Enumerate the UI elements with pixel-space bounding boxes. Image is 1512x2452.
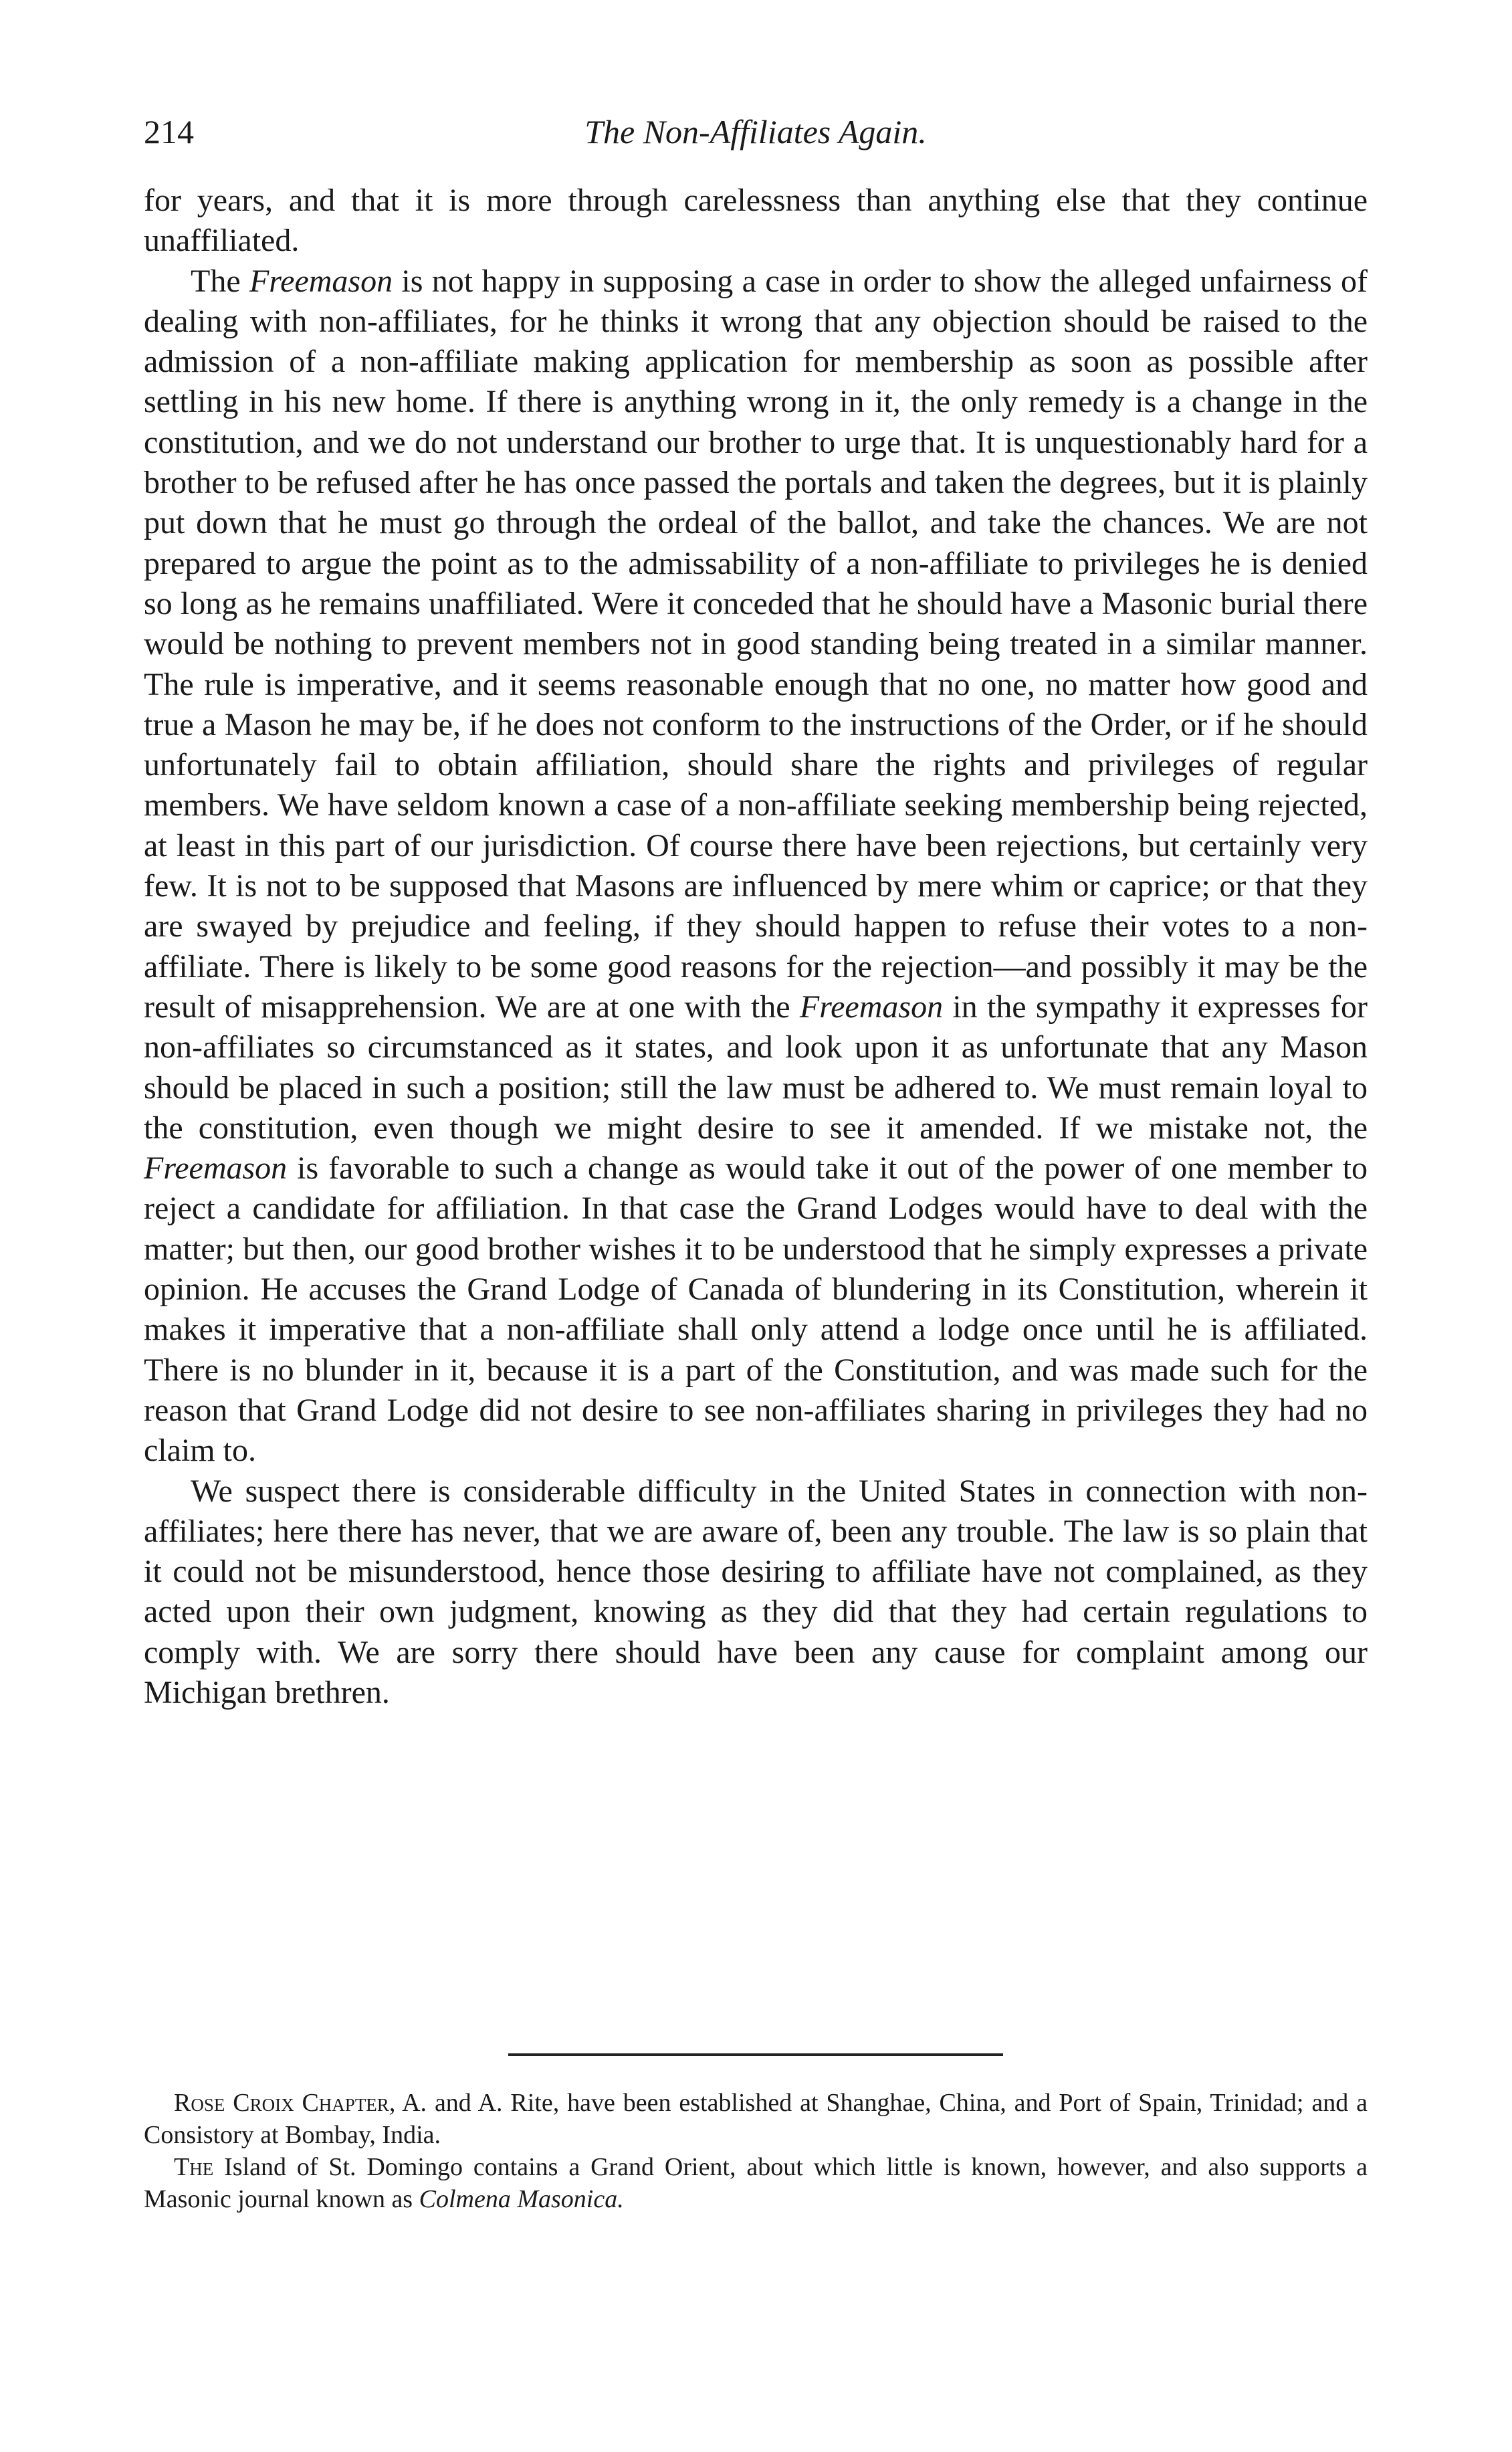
footnote-1-text: A. and A. Rite, have been established at Shanghae, China, and Port of Spain, Trinidad; and a Consistory at Bombay, India. [144,2089,1368,2149]
footnotes [144,2087,1368,2215]
freemason-title-1: Freemason [249,263,393,299]
footnote-2-lead: The [174,2153,214,2181]
page-header [144,112,1368,166]
paragraph-2-text-b: is not happy in supposing a case in order to show the alleged unfairness of dealing with non-affiliates, for he thinks it wrong that any objection should be raised to the admission of a non-affiliate making application for membership as soon as possible after settling in his new home. If there is anything wrong in it, the only remedy is a change in the constitution, and we do not understand our brother to urge that. It is unquestionably hard for a brother to be refused after he has once passed the portals and taken the degrees, but it is plainly put down that he must go through the ordeal of the ballot, and take the chances. We are not prepared to argue the point as to the admissability of a non-affiliate to privileges he is denied so long as he remains unaffiliated. Were it conceded that he should have a Masonic burial there would be nothing to prevent members not in good standing being treated in a similar manner. The rule is imperative, and it seems reasonable enough that no one, no matter how good and true a Mason he may be, if he does not conform to the instructions of the Order, or if he should unfortunately fail to obtain affiliation, should share the rights and privileges of regular members. We have seldom known a case of a non-affiliate seeking membership being rejected, at least in this part of our jurisdiction. Of course there have been rejections, but certainly very few. It is not to be supposed that Masons are influenced by mere whim or caprice; or that they are swayed by prejudice and feeling, if they should happen to refuse their votes to a non-affiliate. There is likely to be some good reasons for the rejection—and possibly it may be the result of misapprehension. We are at one with the [144,263,1368,1025]
page-number: 214 [144,113,194,150]
journal-title: Colmena Masonica. [419,2185,624,2213]
body-text [144,181,1368,1713]
footnote-rule [508,2053,1003,2056]
freemason-title-2: Freemason [799,989,944,1025]
running-head: The Non-Affiliates Again. [584,113,927,150]
freemason-title-3: Freemason [144,1150,288,1187]
paragraph-2-text-c: in the sympathy it expresses for non-affiliates so circumstanced as it states, and look upon it as unfortunate that any Mason should be placed in such a position; still the law must be adhered to. We must remain loyal to the constitution, even though we might desire to see it amended. If we mistake not, the [144,989,1368,1146]
footnote-2 [144,2151,1368,2215]
paragraph-2-text-d: is favorable to such a change as would take it out of the power of one member to reject a candidate for affiliation. In that case the Grand Lodges would have to deal with the matter; but then, our good brother wishes it to be understood that he simply expresses a private opinion. He accuses the Grand Lodge of Canada of blundering in its Constitution, wherein it makes it imperative that a non-affiliate shall only attend a lodge once until he is affiliated. There is no blunder in it, because it is a part of the Constitution, and was made such for the reason that Grand Lodge did not desire to see non-affiliates sharing in privileges they had no claim to. [144,1150,1368,1469]
footnote-1 [144,2087,1368,2151]
footnote-1-lead: Rose Croix Chapter, [174,2089,396,2117]
paragraph-2-text-a: The [191,263,249,299]
paragraph-3: We suspect there is considerable difficulty in the United States in connection with non-affiliates; here there has never, that we are aware of, been any trouble. The law is so plain that it could not be misunderstood, hence those desiring to affiliate have not complained, as they acted upon their own judgment, knowing as they did that they had certain regulations to comply with. We are sorry there should have been any cause for complaint among our Michigan brethren. [144,1473,1368,1710]
paragraph-2 [144,262,1368,1471]
paragraph-1: for years, and that it is more through carelessness than anything else that they continue unaffiliated. [144,183,1368,259]
footnote-2-text: Island of St. Domingo contains a Grand Orient, about which little is known, however, and also supports a Masonic journal known as [144,2153,1368,2213]
